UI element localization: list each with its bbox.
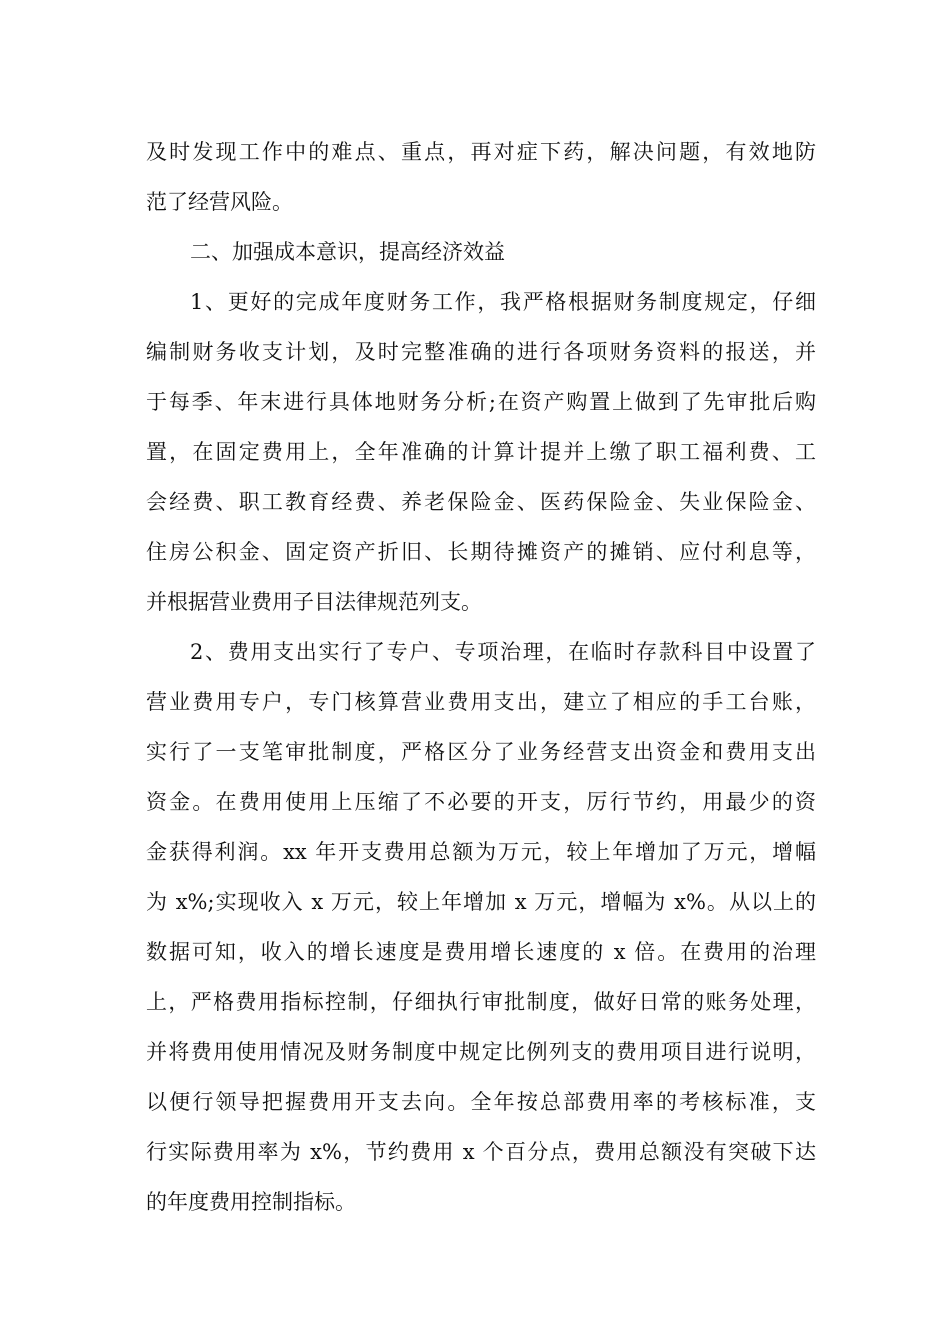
text-line: 资金。在费用使用上压缩了不必要的开支，厉行节约，用最少的资 — [146, 790, 816, 814]
text-line: 行实际费用率为 x%，节约费用 x 个百分点，费用总额没有突破下达 — [146, 1140, 816, 1164]
text-line: 并根据营业费用子目法律规范列支。 — [146, 590, 482, 614]
text-line: 编制财务收支计划，及时完整准确的进行各项财务资料的报送，并 — [146, 340, 816, 364]
text-line: 金获得利润。xx 年开支费用总额为万元，较上年增加了万元，增幅 — [146, 840, 816, 864]
text-line: 范了经营风险。 — [146, 190, 293, 214]
text-line: 及时发现工作中的难点、重点，再对症下药，解决问题，有效地防 — [146, 140, 816, 164]
text-line: 2、费用支出实行了专户、专项治理，在临时存款科目中设置了 — [190, 640, 816, 664]
text-line: 上，严格费用指标控制，仔细执行审批制度，做好日常的账务处理， — [146, 990, 816, 1014]
text-line: 实行了一支笔审批制度，严格区分了业务经营支出资金和费用支出 — [146, 740, 816, 764]
text-line: 以便行领导把握费用开支去向。全年按总部费用率的考核标准，支 — [146, 1090, 816, 1114]
section-heading: 二、加强成本意识，提高经济效益 — [190, 240, 505, 264]
text-line: 于每季、年末进行具体地财务分析;在资产购置上做到了先审批后购 — [146, 390, 816, 414]
text-line: 会经费、职工教育经费、养老保险金、医药保险金、失业保险金、 — [146, 490, 816, 514]
text-line: 的年度费用控制指标。 — [146, 1190, 356, 1214]
text-line: 1、更好的完成年度财务工作，我严格根据财务制度规定，仔细 — [190, 290, 816, 314]
text-line: 数据可知，收入的增长速度是费用增长速度的 x 倍。在费用的治理 — [146, 940, 816, 964]
text-line: 住房公积金、固定资产折旧、长期待摊资产的摊销、应付利息等， — [146, 540, 816, 564]
text-line: 置，在固定费用上，全年准确的计算计提并上缴了职工福利费、工 — [146, 440, 816, 464]
text-line: 并将费用使用情况及财务制度中规定比例列支的费用项目进行说明， — [146, 1040, 816, 1064]
text-line: 为 x%;实现收入 x 万元，较上年增加 x 万元，增幅为 x%。从以上的 — [146, 890, 816, 914]
text-line: 营业费用专户，专门核算营业费用支出，建立了相应的手工台账， — [146, 690, 816, 714]
